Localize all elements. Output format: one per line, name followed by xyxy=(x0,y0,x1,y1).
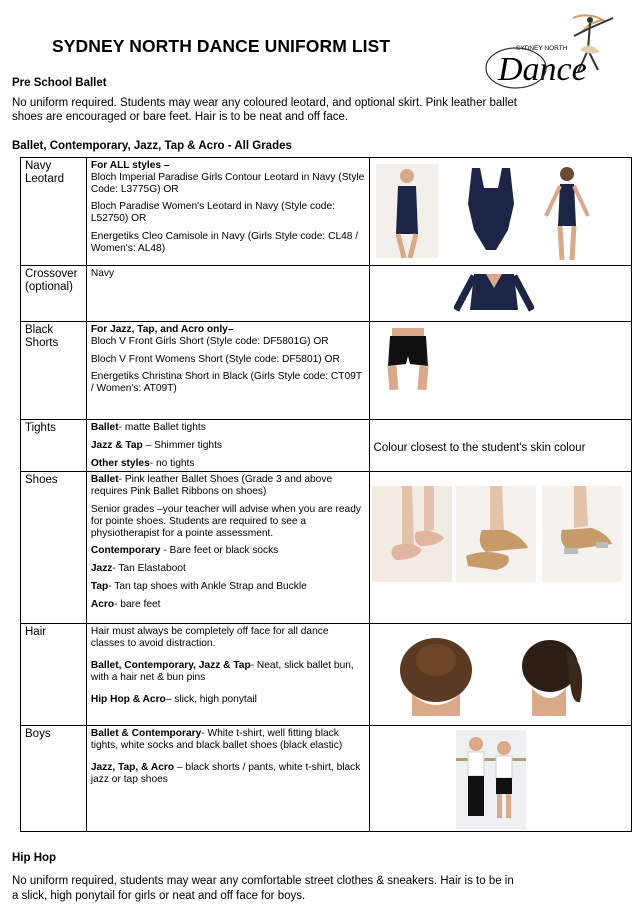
label-shorts: Black Shorts xyxy=(21,322,87,420)
preschool-heading: Pre School Ballet xyxy=(12,77,107,89)
preschool-line-2: shoes are encouraged or bare feet. Hair is to be neat and off face. xyxy=(12,111,349,123)
desc-shorts: For Jazz, Tap, and Acro only– Bloch V Front Girls Short (Style code: DF5801G) OR Bloch V Front Womens Short (Style code: DF5801) OR Energetiks Christina Short in Black (Girls Style code: CT09T / Women's: AT09T) xyxy=(86,322,369,420)
leotard-camisole-model xyxy=(536,164,598,260)
boys-uniform-photo xyxy=(456,730,526,830)
label-boys: Boys xyxy=(21,726,87,832)
tights-colour-note: Colour closest to the student's skin colour xyxy=(373,441,586,454)
hiphop-line-1: No uniform required, students may wear any comfortable street clothes & sneakers. Hair is to be in xyxy=(12,875,514,887)
ballet-shoes-photo xyxy=(372,486,452,582)
leotard-navy-product xyxy=(462,164,520,254)
images-hair xyxy=(369,624,631,726)
row-tights xyxy=(21,420,632,472)
dance-logo xyxy=(478,10,628,90)
desc-boys: Ballet & Contemporary- White t-shirt, well fitting black tights, white socks and black ballet shoes (black elastic) Jazz, Tap, & Acro – black shorts / pants, white t-shirt, black jazz or tap shoes xyxy=(86,726,369,832)
high-ponytail-photo xyxy=(510,632,600,716)
leotard-model-photo xyxy=(376,164,438,258)
images-shoes xyxy=(369,472,631,624)
row-boys xyxy=(21,726,632,832)
svg-text:Dance: Dance xyxy=(498,51,587,88)
desc-tights: Ballet- matte Ballet tights Jazz & Tap – Shimmer tights Other styles- no tights xyxy=(86,420,369,472)
black-shorts-photo xyxy=(380,328,436,390)
jazz-elastaboot-photo xyxy=(456,486,536,582)
row-leotard xyxy=(21,158,632,266)
row-shoes xyxy=(21,472,632,624)
desc-crossover: Navy xyxy=(86,266,369,322)
desc-shoes: Ballet- Pink leather Ballet Shoes (Grade 3 and above requires Pink Ballet Ribbons on shoes) Senior grades –your teacher will advise when you are ready for pointe shoes. Students are required to see a physiotherapist for a pointe assessment. Contemporary - Bare feet or black socks Jazz- Tan Elastaboot Tap- Tan tap shoes with Ankle Strap and Buckle Acro- bare feet xyxy=(86,472,369,624)
label-crossover: Crossover (optional) xyxy=(21,266,87,322)
preschool-line-1: No uniform required. Students may wear any coloured leotard, and optional skirt. Pink leather ballet xyxy=(12,97,517,109)
images-shorts xyxy=(369,322,631,420)
ballet-bun-photo xyxy=(390,632,480,716)
label-shoes: Shoes xyxy=(21,472,87,624)
label-tights: Tights xyxy=(21,420,87,472)
row-crossover xyxy=(21,266,632,322)
images-boys xyxy=(369,726,631,832)
hiphop-line-2: a slick, high ponytail for girls or neat and off face for boys. xyxy=(12,890,306,902)
svg-text:SYDNEY NORTH: SYDNEY NORTH xyxy=(516,45,568,52)
images-leotard xyxy=(369,158,631,266)
row-hair xyxy=(21,624,632,726)
page-title: SYDNEY NORTH DANCE UNIFORM LIST xyxy=(52,36,391,56)
crossover-top-photo xyxy=(454,270,534,316)
tights-note-cell xyxy=(369,420,631,472)
grades-heading: Ballet, Contemporary, Jazz, Tap & Acro - All Grades xyxy=(12,140,292,152)
desc-hair: Hair must always be completely off face for all dance classes to avoid distraction. Ballet, Contemporary, Jazz & Tap- Neat, slick ballet bun, with a hair net & bun pins Hip Hop & Acro– slick, high ponytail xyxy=(86,624,369,726)
desc-leotard: For ALL styles – Bloch Imperial Paradise Girls Contour Leotard in Navy (Style Code: L3775G) OR Bloch Paradise Women's Leotard in Navy (Style code: L52750) OR Energetiks Cleo Camisole in Navy (Girls Style code: CL48 / Women's: AL48) xyxy=(86,158,369,266)
images-crossover xyxy=(369,266,631,322)
hiphop-heading: Hip Hop xyxy=(12,852,57,864)
row-shorts xyxy=(21,322,632,420)
label-leotard: Navy Leotard xyxy=(21,158,87,266)
tap-shoes-photo xyxy=(542,486,622,582)
label-hair: Hair xyxy=(21,624,87,726)
uniform-table xyxy=(20,157,632,832)
